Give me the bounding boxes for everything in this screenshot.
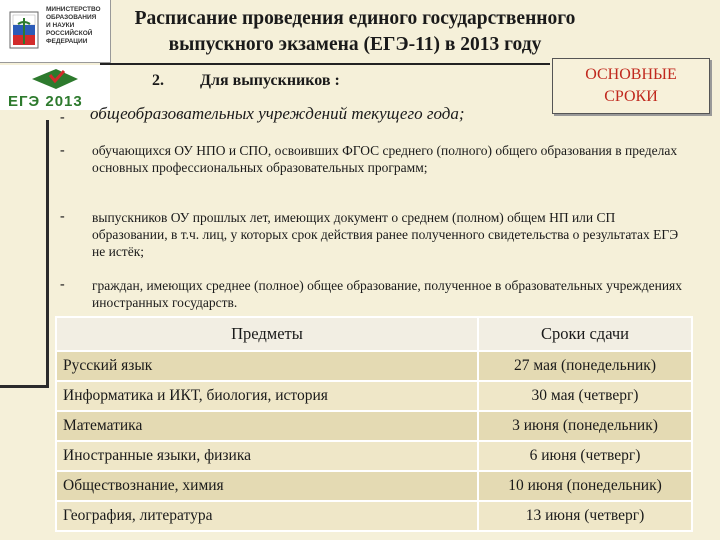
subject-cell: Русский язык	[56, 351, 478, 381]
date-cell: 30 мая (четверг)	[478, 381, 692, 411]
subject-cell: Обществознание, химия	[56, 471, 478, 501]
bullet-marker: -	[60, 110, 65, 125]
bullet-marker: -	[60, 209, 65, 224]
ministry-name: МИНИСТЕРСТВО ОБРАЗОВАНИЯ И НАУКИ РОССИЙСКОЙ ФЕДЕРАЦИИ	[46, 6, 101, 45]
bullet-marker: -	[60, 277, 65, 292]
date-cell: 6 июня (четверг)	[478, 441, 692, 471]
graduation-cap-icon	[30, 67, 80, 93]
ministry-emblem-icon	[6, 8, 42, 52]
subject-cell: География, литература	[56, 501, 478, 531]
subject-cell: Иностранные языки, физика	[56, 441, 478, 471]
table-header-row	[56, 317, 692, 351]
subject-cell: Математика	[56, 411, 478, 441]
section-number: 2.	[152, 72, 164, 89]
date-cell: 13 июня (четверг)	[478, 501, 692, 531]
subject-cell: Информатика и ИКТ, биология, история	[56, 381, 478, 411]
date-cell: 3 июня (понедельник)	[478, 411, 692, 441]
page-title: Расписание проведения единого государственного выпускного экзамена (ЕГЭ-11) в 2013 году	[134, 8, 576, 55]
section-label: Для выпускников :	[200, 72, 340, 89]
bullet-text: общеобразовательных учреждений текущего года;	[90, 104, 465, 123]
bullet-text: выпускников ОУ прошлых лет, имеющих документ о среднем (полном) общем НП или СП образовании, в т.ч. лиц, у которых срок действия ранее полученного свидетельства о результатах ЕГЭ не истёк;	[92, 210, 679, 259]
exam-schedule-table	[55, 316, 693, 532]
header-divider	[100, 63, 550, 65]
date-cell: 10 июня (понедельник)	[478, 471, 692, 501]
ege-label: ЕГЭ 2013	[8, 93, 83, 110]
date-cell: 27 мая (понедельник)	[478, 351, 692, 381]
table-row	[56, 351, 692, 381]
bullet-marker: -	[60, 143, 65, 158]
table-row	[56, 471, 692, 501]
table-row	[56, 411, 692, 441]
bullet-text: граждан, имеющих среднее (полное) общее образование, полученное в образовательных учреждениях иностранных государств.	[92, 278, 683, 310]
table-row	[56, 381, 692, 411]
main-period-badge: ОСНОВНЫЕ СРОКИ	[552, 58, 710, 114]
bullet-text: обучающихся ОУ НПО и СПО, освоивших ФГОС среднего (полного) общего образования в пределах основных профессиональных образовательных программ;	[92, 143, 678, 175]
left-decorative-frame	[0, 120, 49, 388]
column-header-dates: Сроки сдачи	[478, 317, 692, 351]
ministry-logo	[0, 0, 111, 63]
table-row	[56, 501, 692, 531]
table-row	[56, 441, 692, 471]
column-header-subjects: Предметы	[56, 317, 478, 351]
